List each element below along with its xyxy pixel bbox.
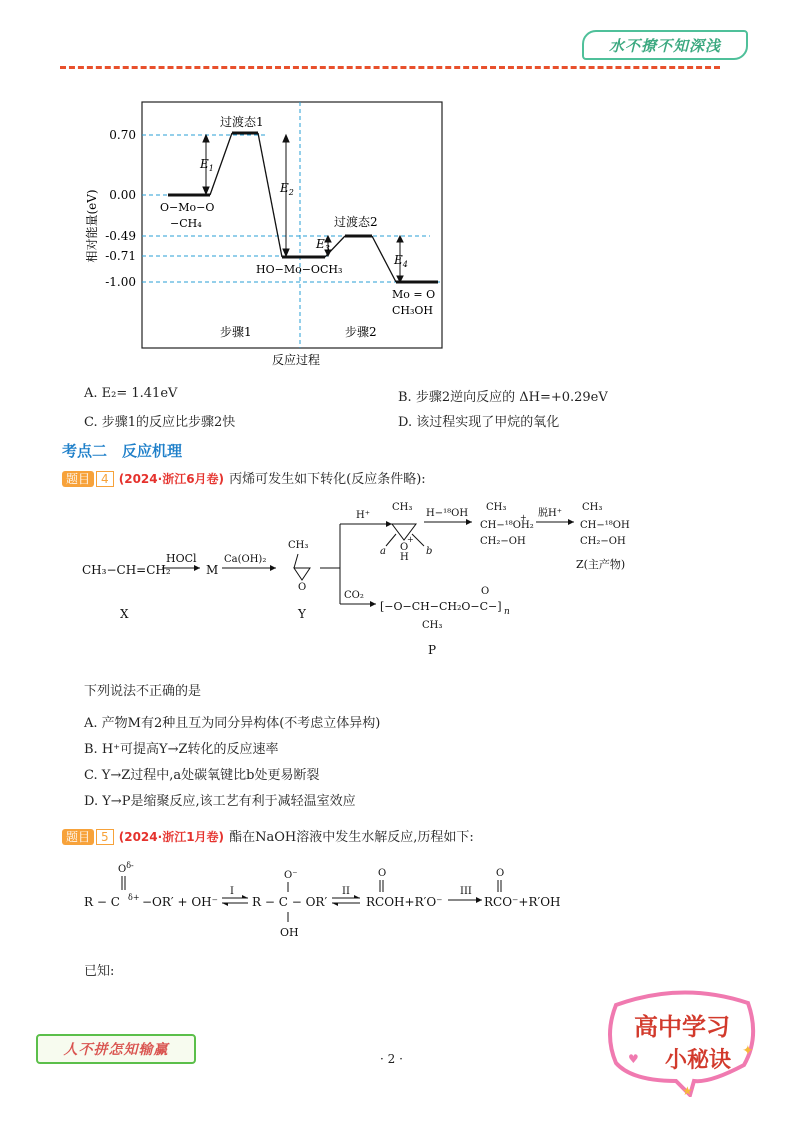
y-axis-label: 相对能量(eV) <box>85 189 99 263</box>
heart-icon: ♥ <box>628 1052 639 1066</box>
ep-a: a <box>380 546 386 557</box>
end-species: Mo = O <box>392 288 436 301</box>
q4-prompt: 下列说法不正确的是 <box>84 684 202 699</box>
e3-label: $E_3$ <box>316 237 330 253</box>
energy-diagram <box>60 96 480 376</box>
int-plus: + <box>520 513 527 522</box>
z-ch2: CH₂−OH <box>580 536 626 547</box>
start-species: −CH₄ <box>170 217 202 230</box>
x-formula: CH₃−CH=CH₂ <box>82 563 171 577</box>
header-banner: 水不撩不知深浅 <box>582 30 748 60</box>
reagent-h18oh: H−¹⁸OH <box>426 508 469 519</box>
y-ch3: CH₃ <box>288 540 309 551</box>
q5-tag: 题目 <box>62 829 94 845</box>
section-title: 考点二 反应机理 <box>62 442 183 460</box>
ep-h: H <box>400 552 409 563</box>
y-tick: 0.00 <box>109 188 136 202</box>
ep-plus: + <box>407 535 414 544</box>
q4-text: 丙烯可发生如下转化(反应条件略): <box>229 472 426 487</box>
step2-label: 步骤2 <box>345 325 377 339</box>
y-label: Y <box>298 607 306 621</box>
x-label: X <box>120 607 129 621</box>
q3-option-a: A. E₂= 1.41eV <box>84 386 178 401</box>
y-tick: -0.49 <box>105 229 136 243</box>
reagent-caoh2: Ca(OH)₂ <box>224 554 267 565</box>
q4-option-a: A. 产物M有2种且互为同分异构体(不考虑立体异构) <box>84 716 381 731</box>
p-chain: [−O−CH−CH₂O−C−] <box>380 600 502 613</box>
h-plus: H⁺ <box>356 510 370 521</box>
q3-option-c: C. 步骤1的反应比步骤2快 <box>84 415 236 430</box>
q5-reaction-scheme <box>76 856 596 946</box>
z-ch: CH−¹⁸OH <box>580 520 630 531</box>
p-carbonyl-o: O <box>481 586 490 597</box>
reagent-deprot: 脱H⁺ <box>538 508 562 519</box>
badge-line1: 高中学习 <box>634 1013 730 1041</box>
q5-step-ii: II <box>342 886 350 897</box>
y-oxygen: O <box>298 582 307 593</box>
ep-oxygen: O <box>400 542 409 553</box>
q4-source: (2024·浙江6月卷) <box>118 472 225 486</box>
p-n: n <box>504 607 510 617</box>
p-ch3: CH₃ <box>422 620 443 631</box>
q5-prod1-o: O <box>378 868 387 879</box>
energy-arrows <box>203 135 403 282</box>
q5-step-iii: III <box>460 886 472 897</box>
reagent-hocl: HOCl <box>166 552 197 565</box>
footer-banner: 人不拼怎知输赢 <box>36 1034 196 1064</box>
z-ch3: CH₃ <box>582 502 603 513</box>
co2: CO₂ <box>344 590 364 601</box>
q5-number: 5 <box>96 829 114 845</box>
q5-intermediate: R − C − OR′ <box>252 895 328 909</box>
header-divider <box>60 66 720 69</box>
z-label: Z(主产物) <box>576 558 626 571</box>
int-ch3: CH₃ <box>486 502 507 513</box>
step1-label: 步骤1 <box>220 325 252 339</box>
badge-line2: 小秘诀 <box>664 1048 732 1073</box>
e4-label: $E_4$ <box>394 253 408 269</box>
y-tick: -0.71 <box>105 249 136 263</box>
q5-prod2-o: O <box>496 868 505 879</box>
q4-tag: 题目 <box>62 471 94 487</box>
q5-r1-tail: −OR′ + OH⁻ <box>142 895 218 909</box>
q5-source: (2024·浙江1月卷) <box>118 830 225 844</box>
star-icon: ★ <box>682 1084 693 1097</box>
e2-label: $E_2$ <box>280 181 294 197</box>
ts2-label: 过渡态2 <box>334 215 378 229</box>
q5-int-top: O⁻ <box>284 870 298 881</box>
q5-int-bottom: OH <box>280 926 299 939</box>
end-species: CH₃OH <box>392 304 434 317</box>
x-axis-label: 反应过程 <box>271 353 321 367</box>
q5-delta-plus: δ+ <box>128 893 140 902</box>
q3-option-d: D. 该过程实现了甲烷的氧化 <box>398 415 560 430</box>
mid-species: HO−Mo−OCH₃ <box>256 263 343 276</box>
q5-prod1: RCOH+R′O⁻ <box>366 895 443 909</box>
q4-option-d: D. Y→P是缩聚反应,该工艺有利于减轻温室效应 <box>84 794 356 809</box>
study-tips-badge <box>602 985 762 1097</box>
q5-known: 已知: <box>84 964 115 979</box>
y-tick: 0.70 <box>109 128 136 142</box>
q5-header <box>62 826 474 845</box>
q5-step-i: I <box>230 886 234 897</box>
q3-option-b: B. 步骤2逆向反应的 ΔH=+0.29eV <box>398 390 608 405</box>
q5-text: 酯在NaOH溶液中发生水解反应,历程如下: <box>229 830 474 845</box>
q4-option-c: C. Y→Z过程中,a处碳氧键比b处更易断裂 <box>84 768 320 783</box>
int-ch: CH−¹⁸OH₂ <box>480 520 534 531</box>
ep-ch3: CH₃ <box>392 502 413 513</box>
ts1-label: 过渡态1 <box>220 115 264 129</box>
page-number: · 2 · <box>380 1052 403 1066</box>
e1-label: $E_1$ <box>200 157 214 173</box>
y-tick: -1.00 <box>105 275 136 289</box>
sparkle-icon: ✦ <box>742 1043 754 1059</box>
q4-number: 4 <box>96 471 114 487</box>
q4-reaction-scheme <box>76 494 656 664</box>
q5-carbonyl-o: $O^{\delta-}$ <box>118 861 134 875</box>
p-label: P <box>428 643 437 657</box>
q4-option-b: B. H⁺可提高Y→Z转化的反应速率 <box>84 742 279 757</box>
ep-b: b <box>426 546 433 557</box>
int-ch2: CH₂−OH <box>480 536 526 547</box>
q5-r1: R − C <box>84 895 120 909</box>
q5-prod2: RCO⁻+R′OH <box>484 895 561 909</box>
q4-header <box>62 468 426 487</box>
m-label: M <box>206 563 219 577</box>
start-species: O−Mo−O <box>160 201 215 214</box>
